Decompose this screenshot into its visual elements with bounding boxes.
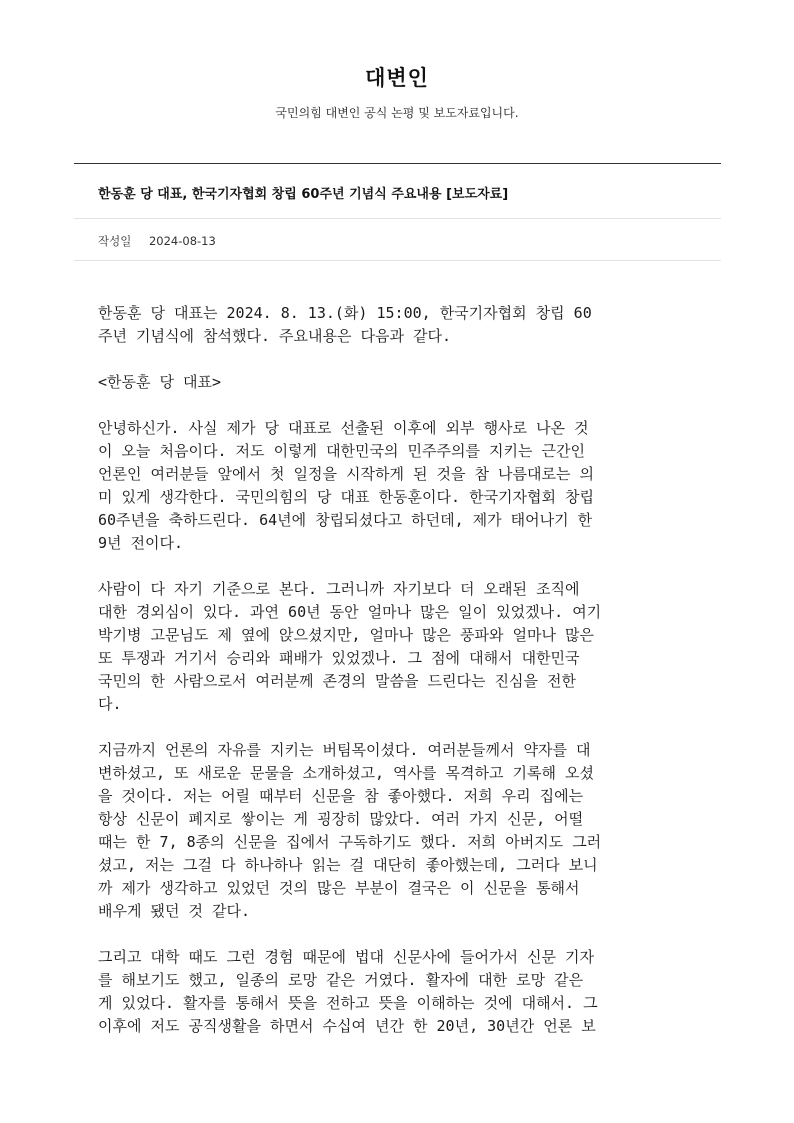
body-line: 이후에 저도 공직생활을 하면서 수십여 년간 한 20년, 30년간 언론 보 bbox=[98, 1017, 596, 1035]
post-meta bbox=[98, 233, 216, 249]
body-line: 까 제가 생각하고 있었던 것의 많은 부분이 결국은 이 신문을 통해서 bbox=[98, 879, 580, 897]
paragraph-speaker bbox=[98, 371, 694, 394]
date-label: 작성일 bbox=[98, 234, 132, 248]
body-line: 안녕하신가. 사실 제가 당 대표로 선출된 이후에 외부 행사로 나온 것 bbox=[98, 419, 589, 437]
meta-divider bbox=[74, 260, 721, 261]
paragraph-respect bbox=[98, 578, 694, 716]
body-line: 항상 신문이 폐지로 쌓이는 게 굉장히 많았다. 여러 가지 신문, 어떨 bbox=[98, 810, 584, 828]
paragraph-intro bbox=[98, 302, 694, 348]
body-line: 변하셨고, 또 새로운 문물을 소개하셨고, 역사를 목격하고 기록해 오셨 bbox=[98, 764, 595, 782]
body-line: 주년 기념식에 참석했다. 주요내용은 다음과 같다. bbox=[98, 327, 452, 345]
paragraph-greeting bbox=[98, 417, 694, 555]
body-line: 언론인 여러분들 앞에서 첫 일정을 시작하게 된 것을 참 나름대로는 의 bbox=[98, 465, 595, 483]
article-body bbox=[98, 302, 694, 1038]
body-line: 게 있었다. 활자를 통해서 뜻을 전하고 뜻을 이해하는 것에 대해서. 그 bbox=[98, 994, 598, 1012]
site-subtitle: 국민의힘 대변인 공식 논평 및 보도자료입니다. bbox=[275, 106, 519, 120]
body-line: 국민의 한 사람으로서 여러분께 존경의 말씀을 드린다는 진심을 전한 bbox=[98, 672, 576, 690]
body-line: 대한 경외심이 있다. 과연 60년 동안 얼마나 많은 일이 있었겠나. 여기 bbox=[98, 603, 602, 621]
post-date: 2024-08-13 bbox=[148, 234, 216, 248]
body-line: 또 투쟁과 거기서 승리와 패배가 있었겠나. 그 점에 대해서 대한민국 bbox=[98, 649, 580, 667]
paragraph-press-freedom bbox=[98, 739, 694, 923]
body-line: 미 있게 생각한다. 국민의힘의 당 대표 한동훈이다. 한국기자협회 창립 bbox=[98, 488, 595, 506]
body-line: 이 오늘 처음이다. 저도 이렇게 대한민국의 민주주의를 지키는 근간인 bbox=[98, 442, 585, 460]
body-line: 60주년을 축하드린다. 64년에 창립되셨다고 하던데, 제가 태어나기 한 bbox=[98, 511, 593, 529]
body-line: 지금까지 언론의 자유를 지키는 버팀목이셨다. 여러분들께서 약자를 대 bbox=[98, 741, 591, 759]
body-line: 한동훈 당 대표는 2024. 8. 13.(화) 15:00, 한국기자협회 창립 60 bbox=[98, 304, 592, 322]
paragraph-university bbox=[98, 946, 694, 1038]
body-line: 배우게 됐던 것 같다. bbox=[98, 902, 251, 920]
site-title: 대변인 bbox=[365, 66, 429, 90]
body-line: 박기병 고문님도 제 옆에 앉으셨지만, 얼마나 많은 풍파와 얼마나 많은 bbox=[98, 626, 595, 644]
body-line: 를 해보기도 했고, 일종의 로망 같은 거였다. 활자에 대한 로망 같은 bbox=[98, 971, 584, 989]
body-line: 그리고 대학 때도 그런 경험 때문에 법대 신문사에 들어가서 신문 기자 bbox=[98, 948, 595, 966]
post-title: 한동훈 당 대표, 한국기자협회 창립 60주년 기념식 주요내용 [보도자료] bbox=[98, 187, 509, 202]
body-line: 셨고, 저는 그걸 다 하나하나 읽는 걸 대단히 좋아했는데, 그러다 보니 bbox=[98, 856, 598, 874]
body-line: 9년 전이다. bbox=[98, 534, 184, 552]
body-line: 을 것이다. 저는 어릴 때부터 신문을 참 좋아했다. 저희 우리 집에는 bbox=[98, 787, 584, 805]
title-divider bbox=[74, 218, 721, 219]
header-divider bbox=[74, 163, 721, 164]
body-line: 때는 한 7, 8종의 신문을 집에서 구독하기도 했다. 저희 아버지도 그러 bbox=[98, 833, 602, 851]
body-line: 사람이 다 자기 기준으로 본다. 그러니까 자기보다 더 오래된 조직에 bbox=[98, 580, 580, 598]
body-line: 다. bbox=[98, 695, 122, 713]
speaker-label: <한동훈 당 대표> bbox=[98, 373, 222, 391]
